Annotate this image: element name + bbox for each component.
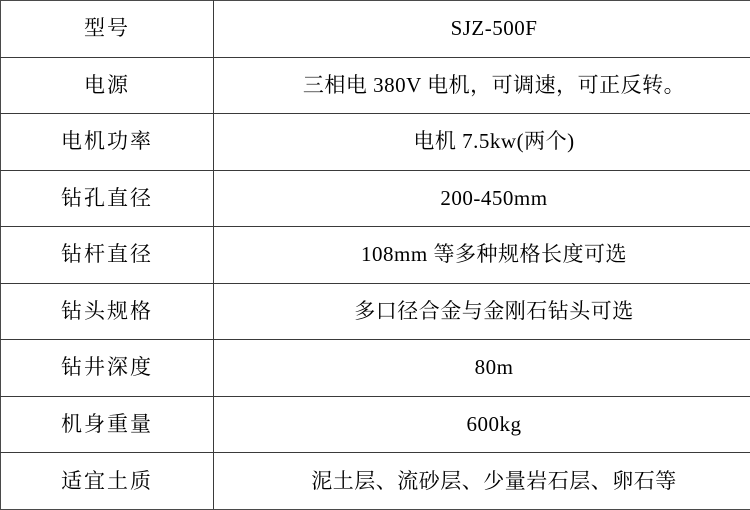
- table-row: [1, 114, 750, 171]
- table-row: [1, 453, 750, 510]
- table-row: [1, 1, 750, 58]
- row-label: 适宜土质: [1, 453, 214, 510]
- row-value: 80m: [214, 340, 750, 397]
- row-label: 钻井深度: [1, 340, 214, 397]
- row-value: 108mm 等多种规格长度可选: [214, 227, 750, 284]
- table-row: [1, 340, 750, 397]
- table-row: [1, 396, 750, 453]
- row-value: 泥土层、流砂层、少量岩石层、卵石等: [214, 453, 750, 510]
- row-value: 三相电 380V 电机，可调速，可正反转。: [214, 57, 750, 114]
- row-value: 600kg: [214, 396, 750, 453]
- row-label: 电机功率: [1, 114, 214, 171]
- table-row: [1, 227, 750, 284]
- row-value: 电机 7.5kw(两个): [214, 114, 750, 171]
- row-label: 型号: [1, 1, 214, 58]
- table-row: [1, 57, 750, 114]
- row-label: 钻杆直径: [1, 227, 214, 284]
- row-label: 电源: [1, 57, 214, 114]
- row-value: SJZ-500F: [214, 1, 750, 58]
- table-body: [1, 1, 750, 510]
- row-label: 钻头规格: [1, 283, 214, 340]
- row-value: 200-450mm: [214, 170, 750, 227]
- table-row: [1, 170, 750, 227]
- row-label: 钻孔直径: [1, 170, 214, 227]
- row-value: 多口径合金与金刚石钻头可选: [214, 283, 750, 340]
- table-row: [1, 283, 750, 340]
- row-label: 机身重量: [1, 396, 214, 453]
